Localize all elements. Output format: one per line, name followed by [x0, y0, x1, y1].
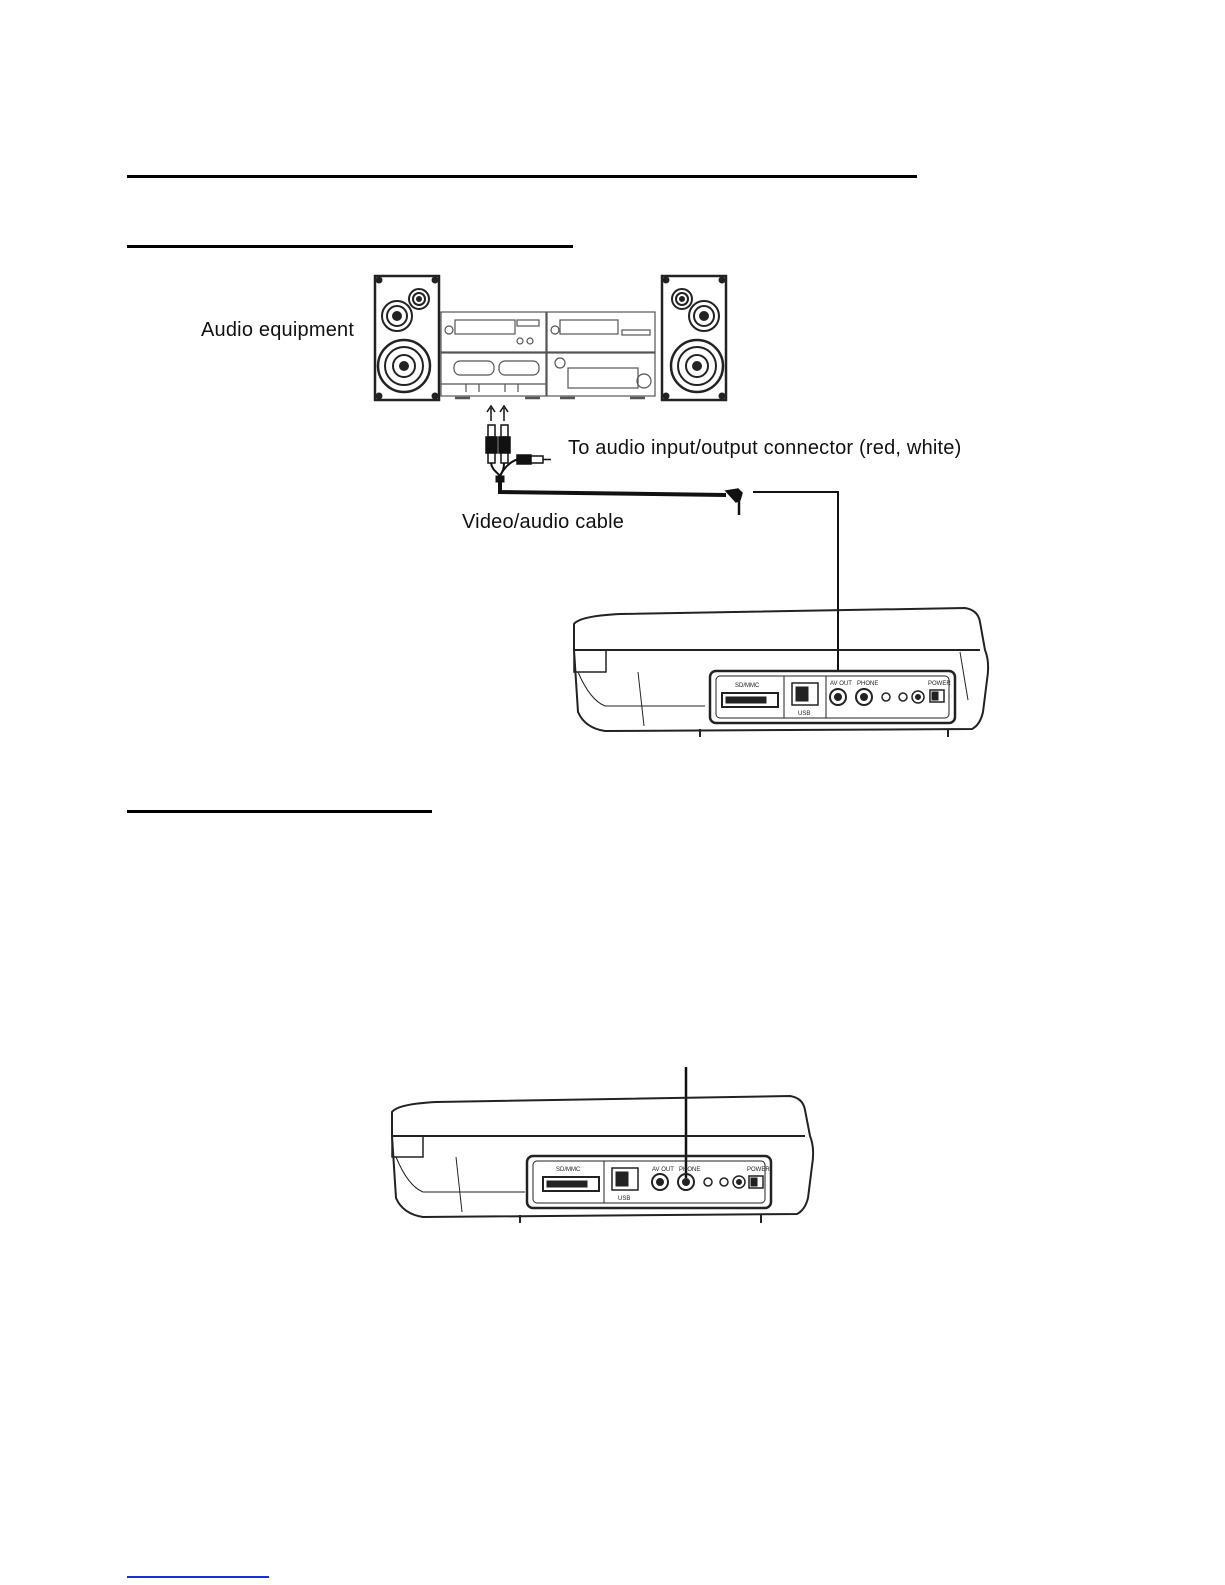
cable-label: Video/audio cable	[462, 511, 625, 533]
up-arrow-icon	[487, 406, 508, 421]
rca-plug-icon	[517, 455, 551, 464]
connection-leader-line	[753, 492, 838, 670]
av-out-label: AV OUT	[830, 681, 852, 687]
stereo-components	[441, 312, 655, 398]
dvd-player-side-view-2	[392, 1096, 813, 1223]
left-speaker-icon	[375, 276, 439, 400]
headphone-jack-icon	[726, 489, 742, 515]
power-label: POWER	[747, 1167, 770, 1173]
usb-label: USB	[618, 1196, 631, 1202]
usb-label: USB	[798, 711, 811, 717]
rca-plug-icon	[486, 425, 510, 463]
power-label: POWER	[928, 681, 951, 687]
right-speaker-icon	[662, 276, 726, 400]
av-out-label: AV OUT	[652, 1167, 674, 1173]
stereo-system	[375, 276, 726, 400]
card-slot-label: SD/MMC	[735, 683, 760, 689]
audio-equipment-label: Audio equipment	[201, 319, 355, 341]
phone-label: PHONE	[857, 681, 879, 687]
dvd-player-side-view-1	[574, 608, 988, 737]
video-audio-cable	[486, 406, 838, 670]
card-slot-label: SD/MMC	[556, 1167, 581, 1173]
footer-link-underline[interactable]	[127, 1576, 269, 1578]
phone-label: PHONE	[679, 1167, 701, 1173]
connector-label: To audio input/output connector (red, white)	[568, 437, 962, 459]
